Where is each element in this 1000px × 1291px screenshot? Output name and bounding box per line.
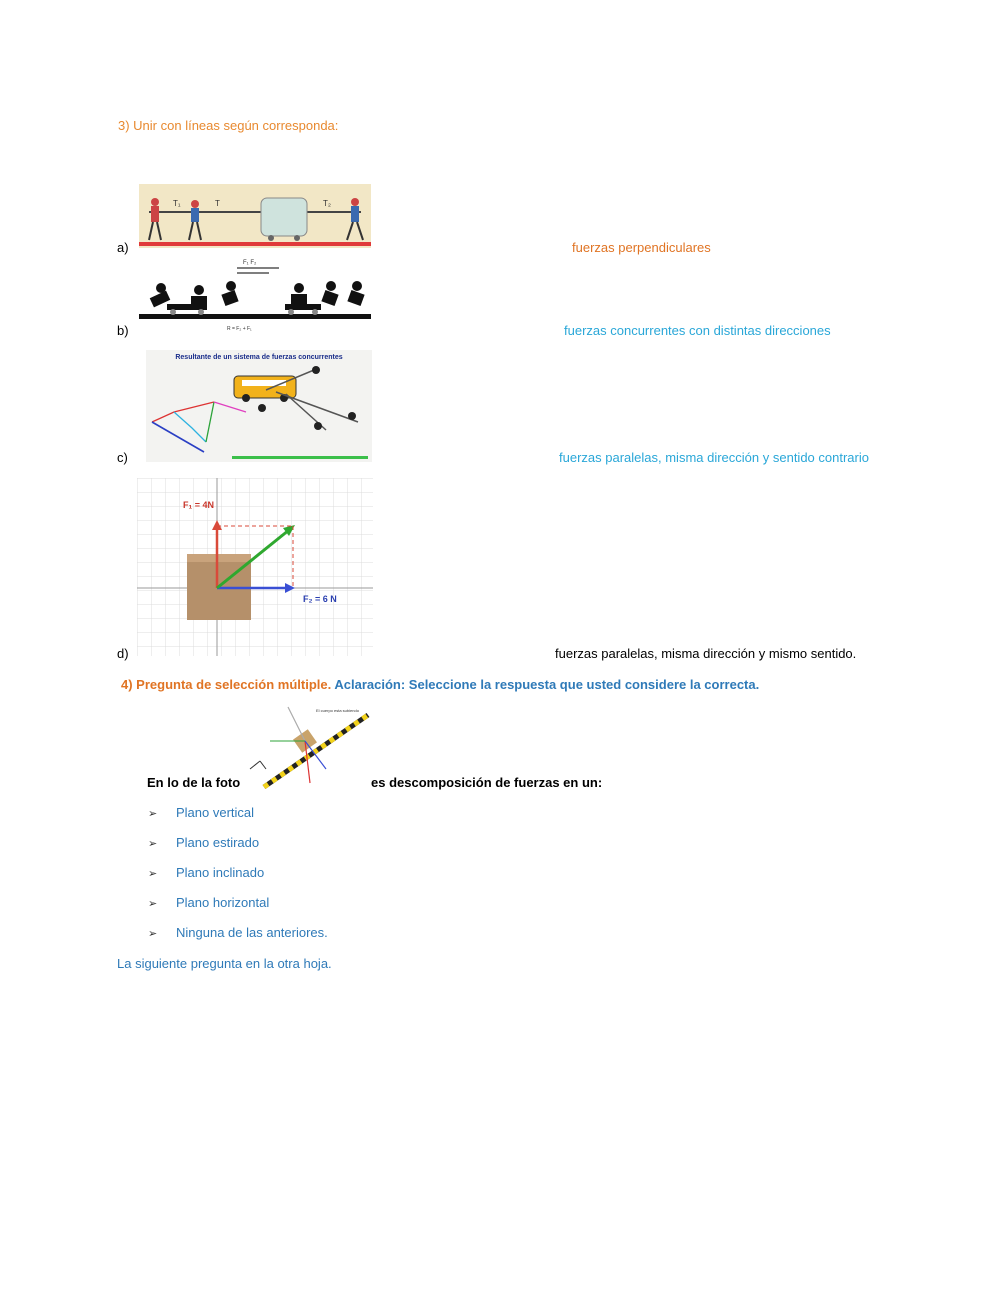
- option-plano-horizontal[interactable]: [148, 895, 269, 910]
- footer-note: La siguiente pregunta en la otra hoja.: [117, 956, 332, 971]
- option-ninguna[interactable]: [148, 925, 328, 940]
- question-text-left: En lo de la foto: [147, 775, 241, 790]
- arrow-bullet-icon: ➢: [148, 868, 158, 880]
- label-resultant: R = F₂ + F₁: [227, 326, 252, 332]
- question-4-clarification: Aclaración: Seleccione la respuesta que usted considere la correcta.: [334, 677, 760, 692]
- option-label: Plano inclinado: [176, 865, 265, 880]
- label-f1: F₁ = 4N: [183, 500, 214, 510]
- image-perpendicular-forces: [137, 478, 373, 656]
- row-d-answer[interactable]: fuerzas paralelas, misma dirección y mismo sentido.: [555, 646, 857, 661]
- image-tug-of-war: [139, 184, 371, 248]
- row-d-letter: d): [117, 646, 129, 661]
- arrow-bullet-icon: ➢: [148, 808, 158, 820]
- option-plano-estirado[interactable]: [148, 835, 259, 850]
- question-4-title: [121, 677, 759, 692]
- label-f1-f2: F₁ F₂: [243, 260, 257, 266]
- option-label: Plano vertical: [176, 805, 255, 820]
- question-4-heading: 4) Pregunta de selección múltiple.: [121, 677, 332, 692]
- row-b-answer[interactable]: fuerzas concurrentes con distintas direcciones: [564, 323, 831, 338]
- question-3-title: 3) Unir con líneas según corresponda:: [118, 118, 339, 133]
- image-concurrent-forces: [146, 350, 372, 462]
- image-pushing-carts: [139, 256, 371, 336]
- arrow-bullet-icon: ➢: [148, 898, 158, 910]
- label-t2: T₂: [323, 199, 331, 208]
- row-a-letter: a): [117, 240, 129, 255]
- option-label: Plano estirado: [176, 835, 260, 850]
- label-t1: T₁: [173, 199, 181, 208]
- image-c-title: Resultante de un sistema de fuerzas concurrentes: [175, 354, 343, 361]
- question-text-right: es descomposición de fuerzas en un:: [371, 775, 603, 790]
- arrow-bullet-icon: ➢: [148, 928, 158, 940]
- image-inclined-plane: [244, 703, 376, 791]
- label-t: T: [215, 199, 220, 208]
- image-q4-label: El cuerpo esta subiendo: [316, 708, 359, 713]
- option-plano-vertical[interactable]: [148, 805, 254, 820]
- option-plano-inclinado[interactable]: [148, 865, 264, 880]
- arrow-bullet-icon: ➢: [148, 838, 158, 850]
- option-label: Ninguna de las anteriores.: [176, 925, 328, 940]
- row-c-answer[interactable]: fuerzas paralelas, misma dirección y sentido contrario: [559, 450, 869, 465]
- row-b-letter: b): [117, 323, 129, 338]
- row-a-answer[interactable]: fuerzas perpendiculares: [572, 240, 711, 255]
- row-c-letter: c): [117, 450, 128, 465]
- option-label: Plano horizontal: [176, 895, 270, 910]
- label-f2: F₂ = 6 N: [303, 594, 337, 604]
